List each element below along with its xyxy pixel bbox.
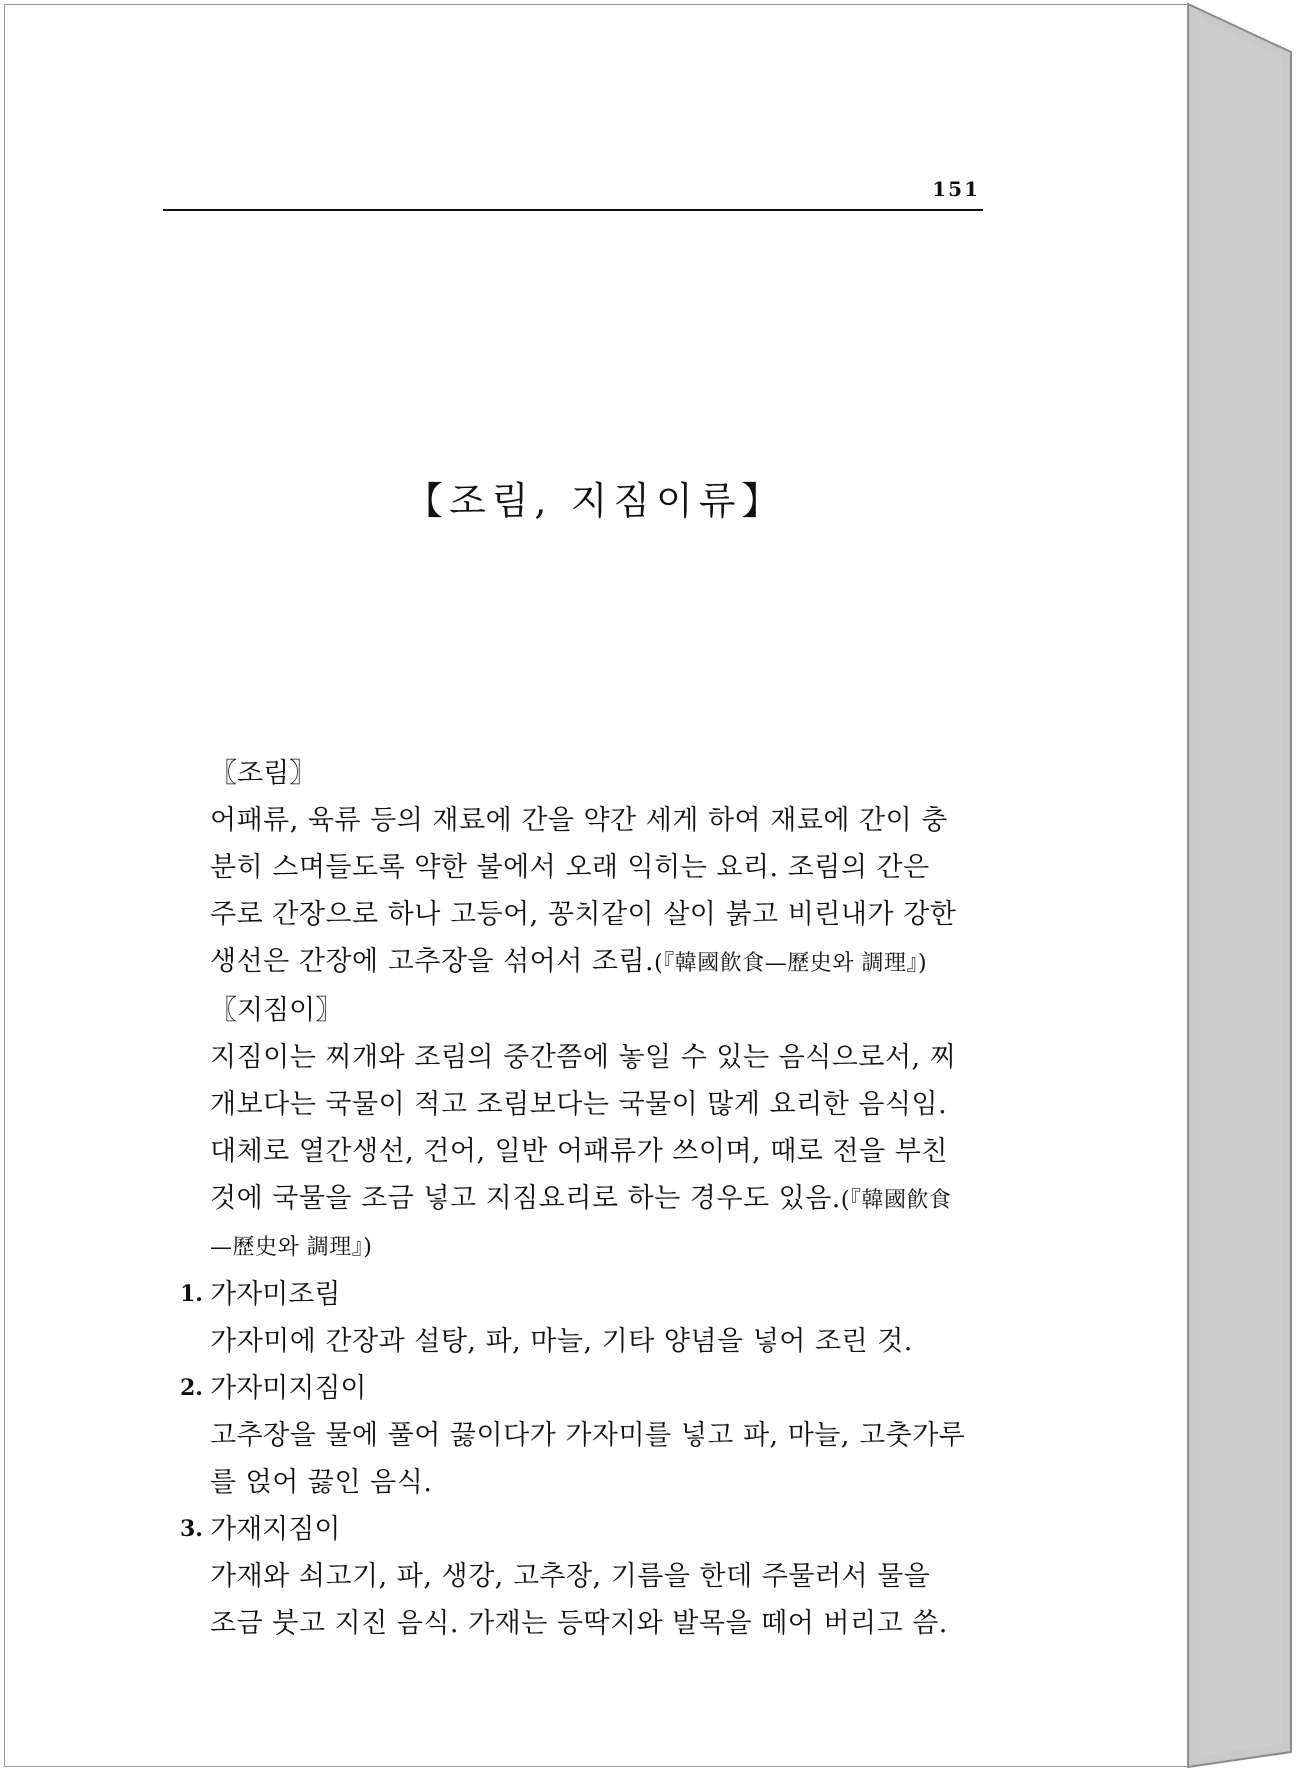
paragraph-line: 분히 스며들도록 약한 불에서 오래 익히는 요리. 조림의 간은: [210, 852, 930, 883]
line-text: 것에 국물을 조금 넣고 지짐요리로 하는 경우도 있음.: [210, 1183, 841, 1214]
paragraph-line: [210, 938, 980, 987]
page-content: [180, 750, 980, 1647]
jorim-definition: [180, 797, 980, 987]
source-citation: (『韓國飮食: [840, 1188, 952, 1213]
item-number: 3.: [180, 1516, 203, 1542]
item-number: 2.: [180, 1375, 203, 1401]
jijimi-heading: 〖지짐이〗: [210, 995, 343, 1026]
paragraph-line: 지짐이는 찌개와 조림의 중간쯤에 놓일 수 있는 음식으로서, 찌: [210, 1042, 957, 1073]
page-number: 151: [932, 177, 980, 201]
paragraph-line: [210, 1175, 980, 1224]
paragraph-line: 가재와 쇠고기, 파, 생강, 고추장, 기름을 한데 주물러서 물을: [210, 1561, 931, 1592]
jorim-heading: 〖조림〗: [210, 758, 317, 789]
paragraph-line: 고추장을 물에 풀어 끓이다가 가자미를 넣고 파, 마늘, 고춧가루: [210, 1420, 966, 1451]
item-description: [180, 1553, 980, 1647]
paragraph-line: 개보다는 국물이 적고 조림보다는 국물이 많게 요리한 음식임.: [210, 1089, 948, 1120]
jijimi-definition: [180, 1034, 980, 1271]
source-citation: (『韓國飮食—歷史와 調理』): [654, 951, 928, 976]
recipe-item: [180, 1271, 980, 1318]
paragraph-line: 주로 간장으로 하나 고등어, 꽁치같이 살이 붉고 비린내가 강한: [210, 899, 957, 930]
section-title: 【조림, 지짐이류】: [405, 479, 786, 523]
item-number: 1.: [180, 1281, 203, 1307]
recipe-item: [180, 1506, 980, 1553]
paragraph-line: 가자미에 간장과 설탕, 파, 마늘, 기타 양념을 넣어 조린 것.: [210, 1326, 913, 1357]
item-description: [180, 1318, 980, 1365]
item-title: 가자미지짐이: [210, 1373, 367, 1404]
item-description: [180, 1412, 980, 1506]
paragraph-line: 를 얹어 끓인 음식.: [210, 1467, 433, 1498]
item-title: 가재지짐이: [210, 1514, 341, 1545]
line-text: 생선은 간장에 고추장을 섞어서 조림.: [210, 946, 655, 977]
paragraph-line: 조금 붓고 지진 음식. 가재는 등딱지와 발목을 떼어 버리고 씀.: [210, 1608, 948, 1639]
paragraph-line: 어패류, 육류 등의 재료에 간을 약간 세게 하여 재료에 간이 충: [210, 805, 948, 836]
recipe-item: [180, 1365, 980, 1412]
paragraph-line: 대체로 열간생선, 건어, 일반 어패류가 쓰이며, 때로 전을 부친: [210, 1136, 948, 1167]
source-citation-cont: —歷史와 調理』): [210, 1235, 373, 1260]
item-title: 가자미조림: [210, 1279, 341, 1310]
header-rule: [163, 209, 983, 211]
